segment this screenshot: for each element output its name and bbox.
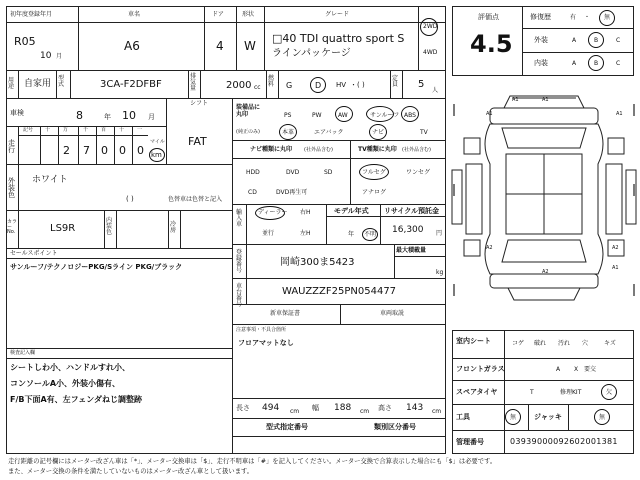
inspector-line1: シートしわ小、ハンドルすれ小、 (10, 363, 130, 372)
vin-label: 車台番号 (236, 283, 243, 308)
interior-c: C (616, 60, 621, 67)
aw-circle (335, 106, 353, 122)
equipment-item: ナビ (372, 129, 385, 136)
recycle-unit: 円 (436, 230, 443, 237)
mileage-digit-label: 一 (137, 127, 143, 133)
score-label: 評価点 (478, 13, 499, 21)
max-load-label: 最大積載量 (396, 247, 427, 254)
wid-value: 188 (334, 403, 352, 413)
grade-label: グレード (325, 11, 350, 18)
mileage-digit-label: 万 (63, 127, 69, 133)
front-glass-a: A (556, 366, 561, 373)
navi-circle (369, 124, 387, 140)
interior-a: A (572, 60, 577, 67)
use-label: 用途 (8, 77, 15, 90)
interior-b: B (594, 60, 599, 67)
equipment-item: ABS (404, 112, 416, 119)
equipment-sub: (純正のみ) (236, 129, 260, 135)
equipment-item: サンルーフ (370, 112, 400, 119)
mileage-digit-label: 十 (119, 127, 125, 133)
fuel-g: G (286, 81, 293, 90)
seat-item: キズ (604, 340, 616, 347)
diagram-mark: A1 (616, 111, 623, 117)
front-glass-value: 要交 (584, 366, 597, 373)
color-label: 外装色 (8, 177, 15, 199)
color-paren: ( ) (126, 195, 134, 203)
diagram-mark: A1 (542, 97, 549, 103)
spare-kit: 修理KIT (560, 389, 582, 396)
len-unit: cm (290, 408, 300, 415)
fuel-hv: HV (336, 81, 347, 89)
len-label: 長さ (236, 404, 250, 412)
recycle-value: 16,300 (392, 225, 424, 235)
equipment-label: 装備品に丸印 (236, 104, 261, 119)
fuel-paren: ・( ) (350, 81, 365, 89)
cap-unit: 人 (432, 87, 439, 94)
mileage-label: 走行 (8, 139, 15, 154)
navi-item: DVD (286, 169, 300, 176)
plate-value: 岡崎300ま5423 (280, 257, 355, 268)
recycle-label: リサイクル預託金 (384, 207, 440, 215)
model-year-label: モデル年式 (334, 207, 369, 215)
front-glass-x: X (574, 366, 579, 373)
wid-label: 幅 (312, 404, 319, 412)
wear-sep: ・ (584, 14, 591, 21)
equipment-item: エアバック (314, 129, 344, 136)
exterior-b: B (594, 37, 599, 44)
cap-label: 定員 (392, 75, 399, 88)
mileage-digit-label: 百 (101, 127, 107, 133)
diagram-mark: A2 (612, 245, 619, 251)
reg-month-unit: 月 (56, 53, 63, 60)
mileage-mile: マイル (150, 139, 165, 145)
len-value: 494 (262, 403, 280, 413)
fullseg-circle (359, 164, 389, 180)
color-no-value: LS9R (50, 223, 76, 234)
navi-label: ナビ種類に丸印 (250, 146, 293, 153)
color-no-label: カラーNo. (7, 219, 18, 235)
import-parallel: 並行 (262, 230, 275, 237)
reg-month: 10 (40, 51, 52, 61)
inspector-label: 検査記入欄 (10, 350, 36, 356)
car-diagram (450, 84, 638, 324)
score-value: 4.5 (470, 30, 513, 58)
mileage-digit-label: 十 (45, 127, 51, 133)
wear-ari: 有 (570, 14, 577, 21)
jack-none: 無 (599, 414, 606, 421)
tools-label: 工具 (456, 413, 470, 421)
manual-doc: 車両取説 (380, 310, 405, 317)
import-left: 左H (300, 230, 311, 237)
disp-value: 2000 (226, 80, 252, 91)
diagram-mark: A2 (486, 245, 493, 251)
shift-label: シフト (190, 100, 209, 107)
tv-label: TV種類に丸印 (358, 146, 397, 153)
spare-none: 欠 (606, 389, 613, 396)
drive-4wd: 4WD (423, 49, 438, 56)
footer-line2: また、メーター交換の条件を満たしていないものはメーター改ざん車として扱います。 (8, 468, 254, 475)
inspection-label: 車検 (10, 109, 24, 117)
interior-color-label: 内装色 (106, 217, 113, 236)
tv-sub: (社外品含む) (402, 147, 431, 153)
equipment-item: 本革 (282, 129, 295, 136)
import-dealer: ディーラー (258, 209, 288, 216)
color-value: ホワイト (32, 175, 68, 185)
navi-item: HDD (246, 169, 260, 176)
inspection-year: 8 (76, 109, 83, 122)
cap-value: 5 (418, 79, 425, 90)
model-year-word: 年 (348, 231, 355, 238)
front-glass-label: フロントガラス (456, 365, 505, 373)
interior-label: 内装 (534, 59, 548, 67)
inspector-line3: F/B下面A有、左フェンダねじ調整跡 (10, 395, 142, 404)
mileage-digit-label: 千 (83, 127, 89, 133)
mileage-digit-label: 記号 (23, 127, 34, 133)
model-value: A6 (124, 39, 140, 53)
plate-label: 登録番号 (236, 249, 243, 274)
drive-2wd: 2WD (423, 23, 438, 30)
model-year-unknown: 不明 (364, 231, 377, 238)
fuel-d: D (315, 81, 322, 90)
leather-circle (279, 124, 297, 140)
navi-item: CD (248, 189, 257, 196)
sales-value: サンルーフ/テクノロジーPKG/Sライン PKG/ブラック (10, 263, 183, 271)
model-label: 車名 (128, 11, 141, 18)
grade-line2: ラインパッケージ (272, 48, 351, 59)
tv-item: フルセグ (362, 169, 386, 176)
hei-unit: cm (432, 408, 442, 415)
navi-sub: (社外品含む) (304, 147, 333, 153)
vin-value: WAUZZZF25PN054477 (282, 286, 397, 297)
navi-item: DVD再生可 (276, 189, 308, 196)
import-label: 輸入車 (236, 209, 243, 228)
exterior-label: 外装 (534, 36, 548, 44)
equipment-item: PS (284, 112, 292, 119)
disp-label: 排気量 (190, 73, 197, 92)
type-label: 型式 (58, 75, 65, 88)
grade-line1: □40 TDI quattro sport S (272, 32, 405, 45)
footer-line1: 走行距離の記号欄にはメーター改ざん車は「*」、メーター交換車は「$」、走行不明車は「#」を記入してください。メーター交換で合算表示した場合にも「$」は必要です。 (8, 458, 497, 465)
max-load-unit: kg (436, 269, 444, 276)
inspection-month: 10 (122, 109, 136, 122)
seat-item: 破れ (534, 340, 547, 347)
navi-item: SD (324, 169, 333, 176)
mgmt-label: 管理番号 (456, 438, 484, 446)
spare-label: スペアタイヤ (456, 388, 498, 396)
equipment-item: AW (338, 112, 348, 119)
reg-label: 初年度登録年月 (10, 11, 53, 18)
exterior-c: C (616, 37, 621, 44)
exterior-a: A (572, 37, 577, 44)
inspector-line2: コンソールA小、外装小傷有、 (10, 379, 121, 388)
hei-label: 高さ (378, 404, 392, 412)
doors-value: 4 (216, 39, 224, 53)
diagram-mark: A1 (512, 97, 519, 103)
notes-label: 注意事項・不具合箇所 (236, 327, 287, 333)
doors-label: ドア (212, 11, 224, 18)
shift-value: FAT (188, 135, 207, 148)
mileage-digit: 0 (119, 144, 126, 157)
wear-nashi: 無 (604, 14, 611, 21)
seat-item: 汚れ (558, 340, 571, 347)
sales-label: セールスポイント (10, 250, 58, 257)
mgmt-value: 03939000092602001381 (510, 437, 618, 446)
import-right: 右H (300, 209, 311, 216)
type-value: 3CA-F2DFBF (100, 79, 162, 90)
mileage-digit: 7 (83, 144, 90, 157)
color-note: 色替車は色替と記入 (168, 196, 223, 203)
shape-value: W (244, 39, 256, 53)
type-no-label: 型式指定番号 (266, 423, 308, 431)
mileage-km: km (151, 151, 162, 159)
sunroof-circle (366, 106, 394, 122)
cat-no-label: 類別区分番号 (374, 423, 416, 431)
seat-label: 室内シート (456, 337, 491, 345)
tv-item: アナログ (362, 189, 387, 196)
diagram-mark: A1 (486, 111, 493, 117)
warranty-doc: 新車保証書 (270, 310, 301, 317)
abs-circle (401, 106, 419, 122)
mileage-digit: 0 (137, 144, 144, 157)
disp-unit: cc (254, 84, 261, 91)
shape-label: 形状 (242, 11, 255, 18)
wid-unit: cm (360, 408, 370, 415)
equipment-item: TV (420, 129, 428, 136)
wear-label: 修復歴 (530, 13, 551, 21)
mileage-digit: 2 (63, 144, 70, 157)
hei-value: 143 (406, 403, 424, 413)
inspection-year-unit: 年 (104, 113, 111, 121)
mileage-digit: 0 (101, 144, 108, 157)
tv-item: ワンセグ (406, 169, 431, 176)
fuel-label: 燃料 (268, 75, 275, 88)
reg-year: R05 (14, 35, 36, 48)
jack-label: ジャッキ (534, 413, 562, 421)
spare-t: T (530, 389, 534, 396)
cooling-label: 冷房 (170, 221, 177, 234)
use-value: 自家用 (24, 79, 52, 89)
seat-item: コゲ (512, 340, 525, 347)
diagram-mark: A1 (612, 265, 619, 271)
diagram-mark: A2 (542, 269, 549, 275)
notes-value: フロアマットなし (238, 339, 294, 347)
seat-item: 穴 (582, 340, 589, 347)
equipment-item: PW (312, 112, 322, 119)
tools-none: 無 (510, 414, 517, 421)
inspection-month-unit: 月 (148, 113, 155, 121)
